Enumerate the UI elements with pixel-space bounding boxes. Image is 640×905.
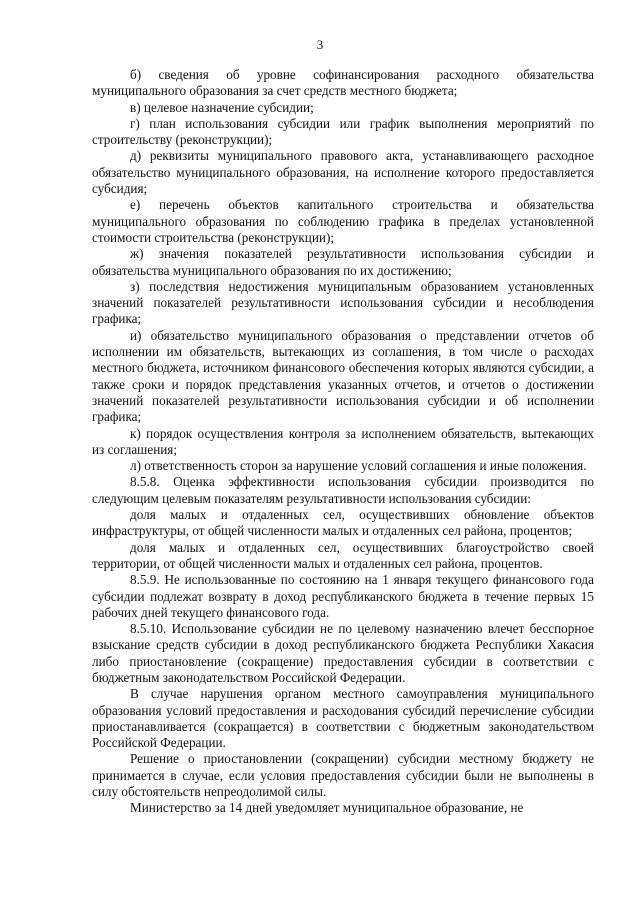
paragraph-g: г) план использования субсидии или график выполнения мероприятий по строительству (реконструкции);	[92, 115, 594, 148]
paragraph-z: з) последствия недостижения муниципальным образованием установленных значений показателей результативности использования субсидии и несоблюдения графика;	[92, 278, 594, 327]
paragraph-l: л) ответственность сторон за нарушение условий соглашения и иные положения.	[130, 458, 587, 474]
paragraph-zh: ж) значения показателей результативности использования субсидии и обязательства муниципального образования по их достижению;	[92, 246, 594, 278]
page-number: 3	[316, 37, 324, 52]
paragraph-i: и) обязательство муниципального образования о представлении отчетов об исполнении им обязательств, вытекающих из соглашения, в том числе о расходах местного бюджета, источником финансового обеспечения которых являются субсидии, а также сроки и порядок представления указанных отчетов, и отчетов о достижении значений показателей результативности использования субсидии и об исполнении графика;	[92, 327, 594, 425]
paragraph-8-5-8: 8.5.8. Оценка эффективности использования субсидии производится по следующим целевым показателям результативности использования субсидии:	[92, 474, 594, 506]
paragraph-8-5-10: 8.5.10. Использование субсидии не по целевому назначению влечет бесспорное взыскание средств субсидии в доход республиканского бюджета Республики Хакасия либо приостановление (сокращение) предоставления субсидии в соответствии с бюджетным законодательством Российской Федерации.	[92, 621, 594, 685]
paragraph-indicator-improvement: доля малых и отдаленных сел, осуществивших благоустройство своей территории, от общей численности малых и отдаленных сел района, процентов.	[92, 539, 594, 571]
document-body	[92, 67, 594, 817]
paragraph-violation: В случае нарушения органом местного самоуправления муниципального образования условий предоставления и расходования субсидий перечисление субсидии приостанавливается (сокращается) в соответствии с бюджетным законодательством Российской Федерации.	[92, 686, 594, 751]
paragraph-b: б) сведения об уровне софинансирования расходного обязательства муниципального образования за счет средств местного бюджета;	[92, 67, 594, 99]
paragraph-decision: Решение о приостановлении (сокращении) субсидии местному бюджету не принимается в случае, если условия предоставления субсидии были не выполнены в силу обстоятельств непреодолимой силы.	[92, 751, 594, 800]
paragraph-e: е) перечень объектов капитального строительства и обязательства муниципального образования по соблюдению графика в пределах установленной стоимости строительства (реконструкции);	[92, 197, 594, 245]
paragraph-indicator-infrastructure: доля малых и отдаленных сел, осуществивших обновление объектов инфраструктуры, от общей численности малых и отдаленных сел района, процентов;	[92, 507, 594, 539]
paragraph-v: в) целевое назначение субсидии;	[130, 99, 314, 115]
paragraph-8-5-9: 8.5.9. Не использованные по состоянию на 1 января текущего финансового года субсидии подлежат возврату в доход республиканского бюджета в течение первых 15 рабочих дней текущего финансового года.	[92, 572, 594, 620]
paragraph-d: д) реквизиты муниципального правового акта, устанавливающего расходное обязательство муниципального образования, на исполнение которого предоставляется субсидия;	[92, 148, 594, 197]
paragraph-ministry: Министерство за 14 дней уведомляет муниципальное образование, не	[130, 800, 524, 816]
paragraph-k: к) порядок осуществления контроля за исполнением обязательств, вытекающих из соглашения;	[92, 425, 594, 457]
